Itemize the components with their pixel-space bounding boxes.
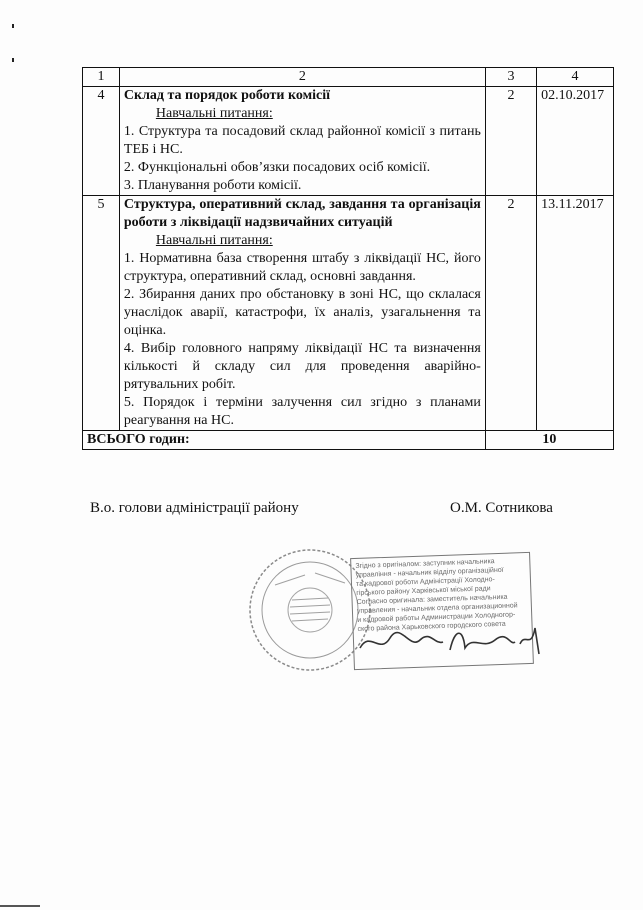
total-value: 10 xyxy=(485,431,613,450)
topic-title: Склад та порядок роботи комісії xyxy=(123,88,331,103)
question-item: 3. Планування роботи комісії. xyxy=(123,178,302,193)
scan-speck xyxy=(12,24,14,28)
topic-cell xyxy=(119,196,485,431)
hours-cell: 2 xyxy=(485,87,536,196)
table-header-row xyxy=(83,68,614,87)
question-item: 5. Порядок і терміни залучення сил згідно з планами реагування на НС. xyxy=(123,395,481,428)
subheading: Навчальні питання: xyxy=(155,106,273,121)
scan-edge-mark xyxy=(0,905,40,907)
table-row xyxy=(83,196,614,431)
header-col-4: 4 xyxy=(537,68,614,87)
header-col-2: 2 xyxy=(119,68,485,87)
stamp-line: управления - начальник отдела организационной xyxy=(356,602,518,615)
stamp-line: и кадровой работы Администрации Холодногор- xyxy=(357,611,516,624)
question-item: 2. Функціональні обов’язки посадових осіб комісії. xyxy=(123,160,431,175)
header-col-1: 1 xyxy=(83,68,120,87)
row-number: 4 xyxy=(83,87,120,196)
date-cell: 02.10.2017 xyxy=(537,87,614,196)
topic-title: Структура, оперативний склад, завдання та організація роботи з ліквідації надзвичайних ситуацій xyxy=(123,197,481,230)
total-row xyxy=(83,431,614,450)
stamp-area xyxy=(245,545,545,725)
stamp-line: Згідно з оригіналом: заступник начальника xyxy=(355,558,495,570)
stamp-line: гірського району Харківської міської ради xyxy=(356,585,491,597)
topic-cell xyxy=(119,87,485,196)
schedule-table xyxy=(82,67,614,450)
row-number: 5 xyxy=(83,196,120,431)
date-cell: 13.11.2017 xyxy=(537,196,614,431)
stamp-line: та кадрової роботи Адміністрації Холодно- xyxy=(355,576,495,588)
question-item: 1. Нормативна база створення штабу з ліквідації НС, його структура, оперативний склад, основні завдання. xyxy=(123,251,481,284)
stamp-line: Согласно оригинала: заместитель начальника xyxy=(356,593,508,606)
table-row xyxy=(83,87,614,196)
stamp-line: ского района Харьковского городского совета xyxy=(357,620,506,633)
subheading: Навчальні питання: xyxy=(155,233,273,248)
stamp-line: управління - начальник відділу організаційної xyxy=(355,566,504,579)
question-item: 1. Структура та посадовий склад районної комісії з питань ТЕБ і НС. xyxy=(123,124,481,157)
signatory-name: О.М. Сотникова xyxy=(450,500,553,516)
handwritten-signature-icon xyxy=(355,620,545,660)
question-item: 2. Збирання даних про обстановку в зоні НС, що склалася унаслідок аварії, катастрофи, їх аналіз, узагальнення та оцінка. xyxy=(123,287,481,338)
header-col-3: 3 xyxy=(485,68,536,87)
hours-cell: 2 xyxy=(485,196,536,431)
total-label: ВСЬОГО годин: xyxy=(83,431,486,450)
scan-speck xyxy=(12,58,14,62)
signatory-position: В.о. голови адміністрації району xyxy=(90,500,299,516)
question-item: 4. Вибір головного напряму ліквідації НС та визначення кількості й складу сил для проведення аварійно-рятувальних робіт. xyxy=(123,341,481,392)
